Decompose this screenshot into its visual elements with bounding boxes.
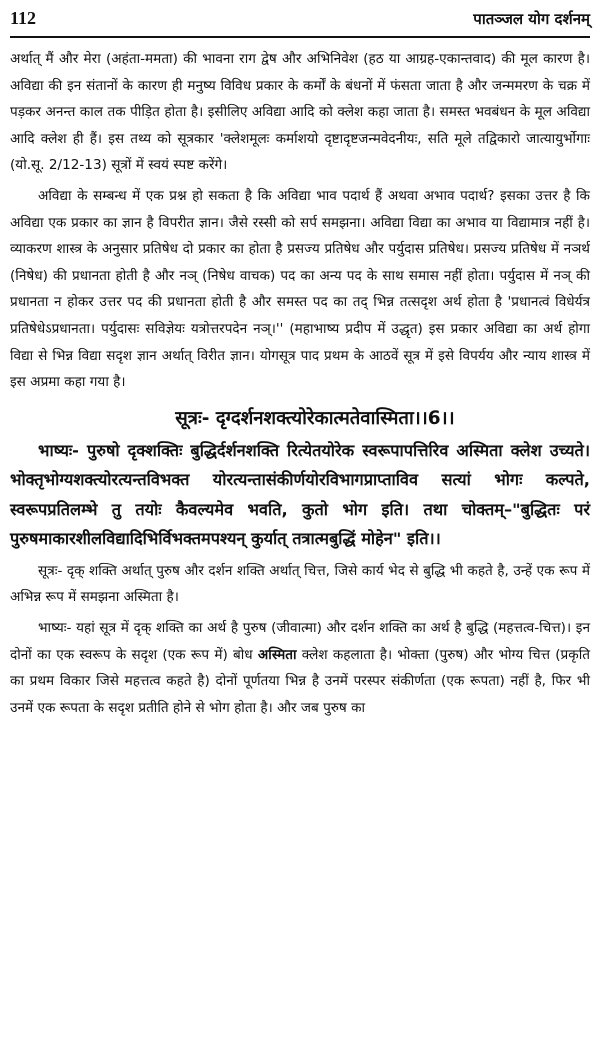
page-number: 112 [10,8,37,28]
sutra-commentary [10,558,590,611]
sutra-commentary-text: दृक् शक्ति अर्थात् पुरुष और दर्शन शक्ति अर्थात् चित्त, जिसे कार्य भेद से बुद्धि भी कहते है, उन्हें एक रूप में अभिन्न रूप में समझना अस्मिता है। [10,562,590,606]
paragraph-2: अविद्या के सम्बन्ध में एक प्रश्न हो सकता है कि अविद्या भाव पदार्थ हैं अथवा अभाव पदार्थ? इसका उत्तर है कि अविद्या एक प्रकार का ज्ञान है विपरीत ज्ञान। जैसे रस्सी को सर्प समझना। अविद्या विद्या का अभाव या विद्यामात्र नहीं है। व्याकरण शास्त्र के अनुसार प्रतिषेध दो प्रकार का होता है प्रसज्य प्रतिषेध और पर्युदास प्रतिषेध। प्रसज्य प्रतिषेध में नञर्थ (निषेध) की प्रधानता होती है और नञ् (निषेध वाचक) पद का अन्य पद के साथ समास नहीं होता। पर्युदास में नञ् की प्रधानता न होकर उत्तर पद की प्रधानता होती है और समस्त पद का तद् भिन्न तत्सदृश अर्थ होता है 'प्रधानत्वं विधेर्यत्र प्रतिषेधेऽप्रधानता। पर्युदासः सविज्ञेयः यत्रोत्तरपदेन नञ्।'' (महाभाष्य प्रदीप में उद्धृत) इस प्रकार अविद्या का अर्थ होगा विद्या से भिन्न विद्या सदृश ज्ञान अर्थात् विरीत ज्ञान। योगसूत्र पाद प्रथम के आठवें सूत्र में इसे विपर्यय और न्याय शास्त्र में इस अप्रमा कहा गया है। [10,187,590,391]
bhashya-commentary-text-1: यहां सूत्र में दृक् शक्ति का अर्थ है पुरुष (जीवात्मा) और दर्शन शक्ति का अर्थ है बुद्धि (महत्तत्व-चित्त)। इन दोनों का एक स्वरूप के सदृश (एक रूप में) बोध [10,619,590,663]
paragraph-1: अर्थात् मैं और मेरा (अहंता-ममता) की भावना राग द्वेष और अभिनिवेश (हठ या आग्रह-एकान्तवाद) की मूल कारण है। अविद्या की इन संतानों के कारण ही मनुष्य विविध प्रकार के कर्मों के बंधनों में फंसता जाता है और जन्ममरण के चक्र में पड़कर अनन्त काल तक पीड़ित होता है। इसीलिए अविद्या आदि को क्लेश कहा जाता है। समस्त भवबंधन के मूल अविद्या आदि क्लेश ही हैं। इस तथ्य को सूत्रकार 'क्लेशमूलः कर्माशयो दृष्टादृष्टजन्मवेदनीयः, सति मूले तद्विकारो जात्यायुर्भोगाः (यो.सू. 2/12-13) सूत्रों में स्वयं स्पष्ट करेंगे। [10,51,590,174]
bhashya-commentary-lead: भाष्यः- [38,619,72,636]
sutra-heading: सूत्रः- दृग्दर्शनशक्त्योरेकात्मतेवास्मिता।।6।। [175,407,455,429]
bhashya-commentary [10,615,590,721]
bhashya-sanskrit: भाष्यः- पुरुषो दृक्शक्तिः बुद्धिर्दर्शनशक्ति रित्येतयोरेक स्वरूपापत्तिरिव अस्मिता क्लेश उच्यते। भोक्तृभोग्यशक्त्योरत्यन्तविभक्त योरत्यन्तासंकीर्णयोरविभागप्राप्ताविव सत्यां भोगः कल्पते, स्वरूपप्रतिलम्भे तु तयोः कैवल्यमेव भवति, कुतो भोग इति। तथा चोक्तम्–"बुद्धितः परं पुरुषमाकारशीलविद्यादिभिर्विभक्तमपश्यन् कुर्यात् तत्रात्मबुद्धिं मोहेन" इति।। [10,440,590,549]
bhashya-commentary-text-2: क्लेश कहलाता है। भोक्ता (पुरुष) और भोग्य चित्त (प्रकृति का प्रथम विकार जिसे महत्तत्व कहते है) दोनों पूर्णतया भिन्न है उनमें परस्पर संकीर्णता (एक रूपता) नहीं है, फिर भी उनमें एक रूपता के सदृश प्रतीति होने से भोग होता है। और जब पुरुष का [10,646,590,716]
asmita-term: अस्मिता [257,646,297,663]
page-header [10,8,590,38]
sutra-commentary-lead: सूत्रः- [38,562,63,579]
running-title: पातञ्जल योग दर्शनम् [473,10,590,28]
